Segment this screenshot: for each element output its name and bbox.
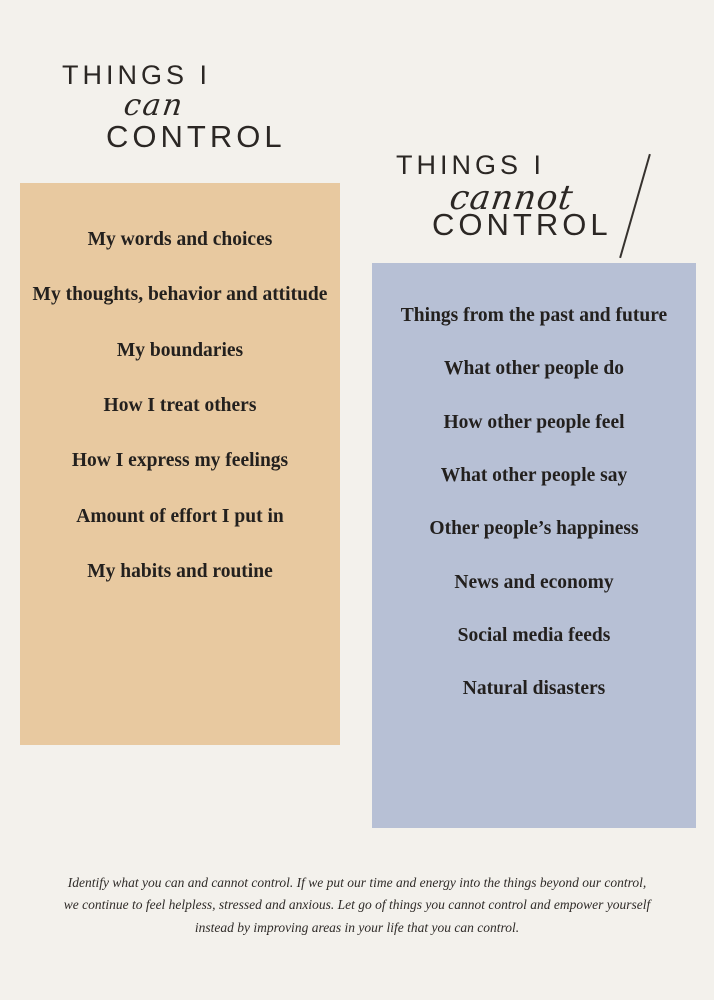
list-item: Social media feeds xyxy=(457,624,611,646)
list-item: Things from the past and future xyxy=(400,305,668,326)
can-panel xyxy=(20,183,340,745)
list-item: My thoughts, behavior and attitude xyxy=(32,284,328,306)
list-item: News and economy xyxy=(454,571,614,593)
footer-note: Identify what you can and cannot control. If we put our time and energy into the things beyond our control, we continue to feel helpless, stressed and anxious. Let go of things you cannot control and empower yourself instead by improving areas in your life that you can control. xyxy=(63,875,651,935)
can-heading xyxy=(58,62,318,152)
cannot-heading xyxy=(394,152,674,240)
can-heading-script: can xyxy=(121,88,187,123)
cannot-heading-line1: THINGS I xyxy=(396,150,546,180)
list-item: Amount of effort I put in xyxy=(76,505,284,527)
list-item: How I express my feelings xyxy=(71,450,289,472)
list-item: How other people feel xyxy=(443,411,625,433)
can-heading-line3: CONTROL xyxy=(106,119,286,154)
list-item: What other people do xyxy=(443,358,624,380)
can-heading-line1: THINGS I xyxy=(62,60,212,90)
cannot-heading-script: cannot xyxy=(447,178,577,218)
list-item: My words and choices xyxy=(87,229,273,250)
list-item: What other people say xyxy=(440,464,628,486)
list-item: Other people’s happiness xyxy=(429,518,639,540)
cannot-panel xyxy=(372,263,696,828)
list-item: Natural disasters xyxy=(462,678,606,700)
list-item: How I treat others xyxy=(103,394,257,416)
list-item: My habits and routine xyxy=(87,560,273,582)
cannot-heading-line3: CONTROL xyxy=(432,207,612,242)
list-item: My boundaries xyxy=(116,339,244,361)
